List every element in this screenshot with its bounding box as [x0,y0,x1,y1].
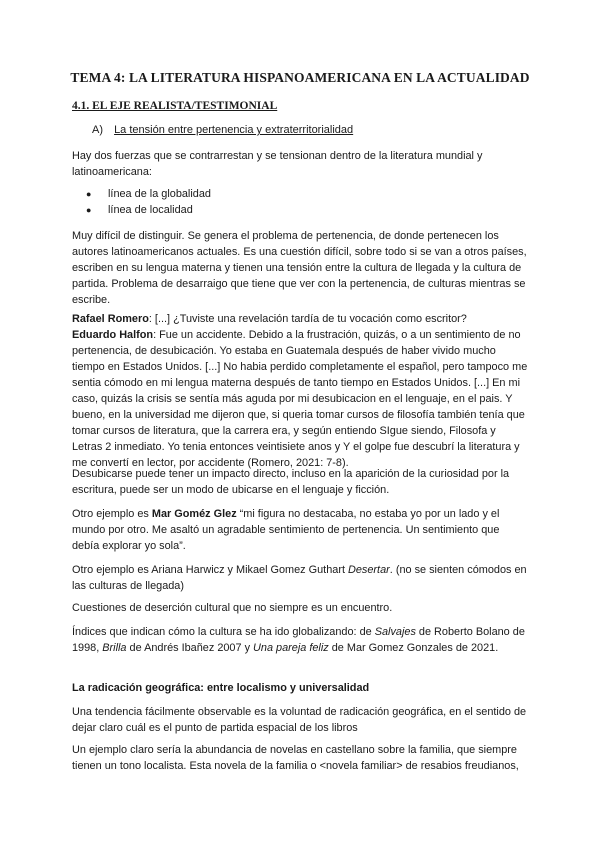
bullet-text: línea de la globalidad [108,188,211,200]
book-title: Desertar [348,564,390,576]
paragraph-3 [72,466,528,498]
paragraph-5 [72,562,528,594]
paragraph-8 [72,704,528,736]
paragraph-1 [72,148,528,180]
interview-answer [72,327,528,471]
subsection-text: La tensión entre pertenencia y extraterritorialidad [114,124,354,136]
paragraph-1-text: Hay dos fuerzas que se contrarrestan y se tensionan dentro de la literatura mundial y latinoamericana: [72,150,483,178]
paragraph-5-post: . (no se sienten cómodos en las culturas de llegada) [72,564,527,592]
paragraph-4-pre: Otro ejemplo es [72,508,152,520]
paragraph-6-text: Cuestiones de deserción cultural que no siempre es un encuentro. [72,602,393,614]
answer-text: : Fue un accidente. Debido a la frustración, quizás, o a un sentimiento de no pertenencia, de desubicación. Yo estaba en Guatemala después de haber vivido mucho tiempo en Estados Unidos. [...] No habia perdido completamente el español, pero tampoco me sentia cómodo en mi lengua materna después de tanto tiempo en Estados Unidos. [...] En mi caso, quizás la crisis se sentía más aguda por mi desubicacion en el lenguaje, en el pais. Y bueno, en la universidad me dijeron que, si queria tomar cursos de filosofía también tenía que tomar cursos de literatura, que la carrera era, y según entiendo SIgue siendo, Filosofa y Letras 2 inmediato. Yo tenia entonces veintisiete anos y Y el golpe fue descubrí la literatura y me convertí en lector, por accidente (Romero, 2021: 7-8). [72,329,528,469]
book-title: Una pareja feliz [253,642,329,654]
answer-speaker: Eduardo Halfon [72,329,154,341]
document-title: TEMA 4: LA LITERATURA HISPANOAMERICANA EN LA ACTUALIDAD [70,70,530,85]
paragraph-7-part: de Roberto Bolano de 1998, [72,626,525,654]
bullet-icon: ● [86,205,92,215]
subheading-block [72,680,528,696]
paragraph-4-post: “mi figura no destacaba, no estaba yo por un lado y el mundo por otro. Me asaltó un agradable sentimiento de pertenencia. Un sentimiento que debía explorar yo sola”. [72,508,500,552]
paragraph-9-text: Un ejemplo claro sería la abundancia de novelas en castellano sobre la familia, que siempre tienen un tono localista. Esta novela de la familia o <novela familiar> de resabios freudianos, [72,744,519,772]
interview-question [72,311,528,327]
paragraph-8-text: Una tendencia fácilmente observable es la voluntad de radicación geográfica, en el sentido de dejar claro cuál es el punto de partida espacial de los libros [72,706,527,734]
paragraph-6 [72,600,528,616]
interview-block [72,311,528,471]
question-speaker: Rafael Romero [72,313,149,325]
book-title: Brilla [102,642,127,654]
subsection-letter: A) [92,124,103,136]
bullet-list [86,186,211,218]
paragraph-9 [72,742,528,774]
question-text: : [...] ¿Tuviste una revelación tardía de tu vocación como escritor? [148,313,467,325]
paragraph-5-pre: Otro ejemplo es Ariana Harwicz y Mikael Gomez Guthart [72,564,348,576]
author-name: Mar Goméz Glez [151,508,237,520]
book-title: Salvajes [374,626,416,638]
section-heading: 4.1. EL EJE REALISTA/TESTIMONIAL [72,100,278,112]
subsection-heading [92,124,353,136]
paragraph-7-text [72,624,528,656]
bullet-icon: ● [86,189,92,199]
paragraph-3-text: Desubicarse puede tener un impacto directo, incluso en la aparición de la curiosidad por la escritura, puede ser un modo de ubicarse en el lenguaje y ficción. [72,468,510,496]
paragraph-7 [72,624,528,656]
bullet-text: línea de localidad [108,204,193,216]
paragraph-2-text: Muy difícil de distinguir. Se genera el problema de pertenencia, de donde pertenecen los autores latinoamericanos actuales. Es una cuestión difícil, sobre todo si se van a otros países, escriben en su lengua materna y tienen una tensión entre la cultura de llegada y la cultura de partida. Problema de desarraigo que tiene que ver con la pertenencia, de culturas mientras se escribe. [72,230,527,306]
paragraph-7-part: Índices que indican cómo la cultura se ha ido globalizando: de [72,626,375,638]
paragraph-7-part: de Mar Gomez Gonzales de 2021. [328,642,499,654]
subheading: La radicación geográfica: entre localismo y universalidad [72,682,370,694]
list-item [86,202,211,218]
paragraph-4-text [72,506,528,554]
paragraph-5-text [72,562,528,594]
paragraph-4 [72,506,528,554]
paragraph-7-part: de Andrés Ibañez 2007 y [126,642,254,654]
paragraph-2 [72,228,528,308]
list-item [86,186,211,202]
